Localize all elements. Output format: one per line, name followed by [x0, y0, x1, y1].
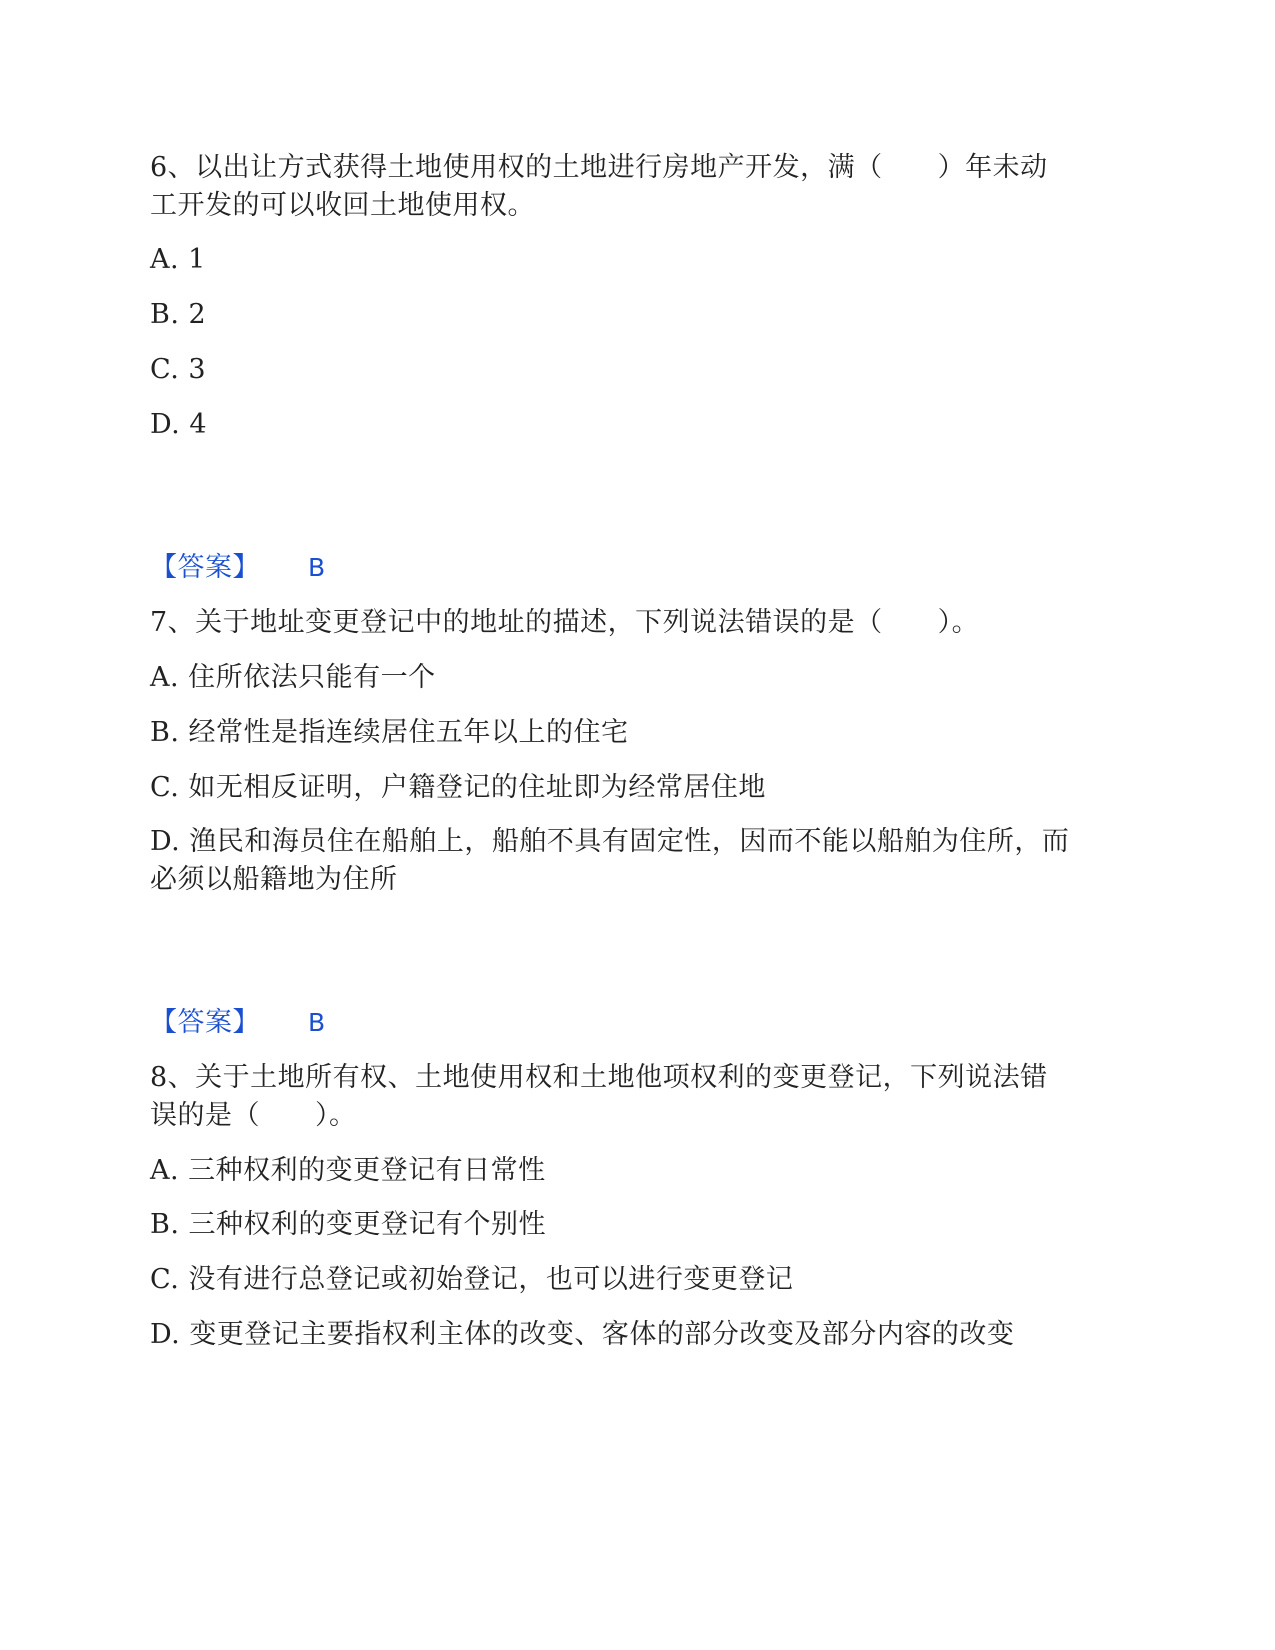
question-7-option-d-line-1: D. 渔民和海员住在船舶上，船舶不具有固定性，因而不能以船舶为住所，而 [150, 826, 1070, 857]
question-7-option-d-line-2: 必须以船籍地为住所 [150, 864, 398, 895]
question-6-option-d: D. 4 [150, 409, 208, 440]
question-6-text-line-1: 6、以出让方式获得土地使用权的土地进行房地产开发，满（ ）年未动 [150, 152, 1048, 183]
question-7-answer [150, 1003, 326, 1043]
question-8-option-b: B. 三种权利的变更登记有个别性 [150, 1209, 547, 1240]
question-8-text-line-1: 8、关于土地所有权、土地使用权和土地他项权利的变更登记，下列说法错 [150, 1062, 1048, 1093]
question-8-text-line-2: 误的是（ ）。 [150, 1100, 357, 1131]
question-6-option-b: B. 2 [150, 299, 207, 330]
question-7-text-line-1: 7、关于地址变更登记中的地址的描述，下列说法错误的是（ ）。 [150, 607, 980, 638]
answer-value: B [308, 1008, 326, 1037]
question-6-answer [150, 548, 326, 588]
question-6-option-c: C. 3 [150, 354, 207, 385]
answer-label: 【答案】 [150, 1007, 260, 1038]
question-8-option-c: C. 没有进行总登记或初始登记，也可以进行变更登记 [150, 1264, 794, 1295]
question-7-option-b: B. 经常性是指连续居住五年以上的住宅 [150, 717, 629, 748]
answer-label: 【答案】 [150, 552, 260, 583]
question-6-text-line-2: 工开发的可以收回土地使用权。 [150, 190, 535, 221]
question-7-option-c: C. 如无相反证明，户籍登记的住址即为经常居住地 [150, 772, 766, 803]
question-7-option-a: A. 住所依法只能有一个 [150, 662, 436, 693]
question-8-option-d: D. 变更登记主要指权利主体的改变、客体的部分改变及部分内容的改变 [150, 1319, 1015, 1350]
answer-value: B [308, 553, 326, 582]
question-8-option-a: A. 三种权利的变更登记有日常性 [150, 1155, 546, 1186]
question-6-option-a: A. 1 [150, 244, 206, 275]
